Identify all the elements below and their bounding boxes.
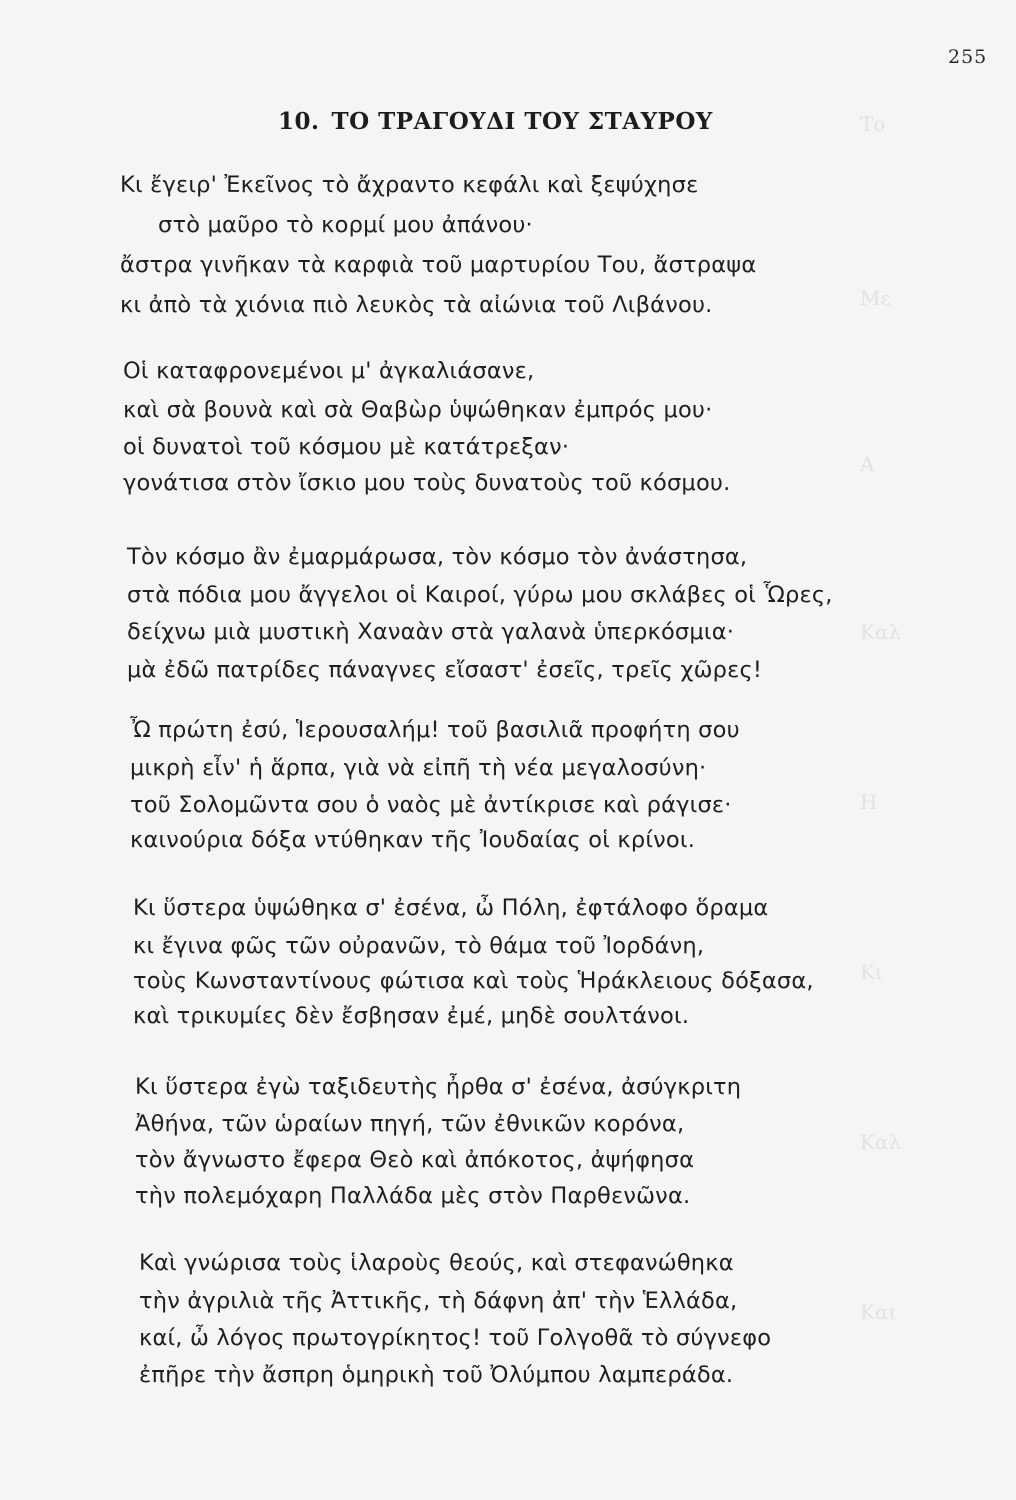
verse-line: καί, ὦ λόγος πρωτογρίκητος! τοῦ Γολγοθᾶ τὸ σύγνεφο [139,1325,772,1351]
verse-line: τὴν ἀγριλιὰ τῆς Ἀττικῆς, τὴ δάφνη ἀπ' τὴν Ἑλλάδα, [139,1288,738,1314]
page-number: 255 [948,46,988,68]
verse-line: Κι ὕστερα ὑψώθηκα σ' ἐσένα, ὦ Πόλη, ἐφτάλοφο ὅραμα [133,895,769,921]
verse-line: τοὺς Κωνσταντίνους φώτισα καὶ τοὺς Ἡράκλειους δόξασα, [133,968,814,994]
verse-line: στὰ πόδια μου ἄγγελοι οἱ Καιροί, γύρω μου σκλάβες οἱ Ὧρες, [127,582,833,608]
verse-line: ἄστρα γινῆκαν τὰ καρφιὰ τοῦ μαρτυρίου Του, ἄστραψα [120,252,757,278]
verse-line: Κι ἔγειρ' Ἐκεῖνος τὸ ἄχραντο κεφάλι καὶ ξεψύχησε [120,172,699,198]
verse-line: οἱ δυνατοὶ τοῦ κόσμου μὲ κατάτρεξαν· [123,434,570,460]
verse-line: Κι ὕστερα ἐγὼ ταξιδευτὴς ἦρθα σ' ἐσένα, ἀσύγκριτη [135,1074,742,1100]
verse-line: Ἀθήνα, τῶν ὡραίων πηγή, τῶν ἐθνικῶν κορόνα, [135,1111,685,1137]
verse-line: τὸν ἄγνωστο ἔφερα Θεὸ καὶ ἀπόκοτος, ἀψήφησα [135,1147,695,1173]
verse-line: τοῦ Σολομῶντα σου ὁ ναὸς μὲ ἀντίκρισε καὶ ράγισε· [130,792,732,818]
verse-line: ἐπῆρε τὴν ἄσπρη ὁμηρικὴ τοῦ Ὀλύμπου λαμπεράδα. [139,1362,734,1388]
poem-title [278,108,713,135]
verse-line: Τὸν κόσμο ἂν ἐμαρμάρωσα, τὸν κόσμο τὸν ἀνάστησα, [127,544,748,570]
verse-line: γονάτισα στὸν ἴσκιο μου τοὺς δυνατοὺς τοῦ κόσμου. [123,470,731,496]
verse-line: καινούρια δόξα ντύθηκαν τῆς Ἰουδαίας οἱ κρίνοι. [130,827,696,853]
verse-line: δείχνω μιὰ μυστικὴ Χαναὰν στὰ γαλανὰ ὑπερκόσμια· [127,619,735,645]
verse-line: καὶ σὰ βουνὰ καὶ σὰ Θαβὼρ ὑψώθηκαν ἐμπρός μου· [123,397,713,423]
verse-line: Καὶ γνώρισα τοὺς ἱλαροὺς θεούς, καὶ στεφανώθηκα [139,1250,734,1276]
verse-line: τὴν πολεμόχαρη Παλλάδα μὲς στὸν Παρθενῶνα. [135,1183,691,1209]
show-through-text: Το Με Α Καλ Η Κι Καλ Και [860,112,902,1324]
verse-line: στὸ μαῦρο τὸ κορμί μου ἀπάνου· [158,212,533,238]
verse-line: μὰ ἐδῶ πατρίδες πάναγνες εἴσαστ' ἐσεῖς, τρεῖς χῶρες! [127,657,763,683]
poem-title-text: ΤΟ ΤΡΑΓΟΥΔΙ ΤΟΥ ΣΤΑΥΡΟΥ [331,108,713,135]
verse-line: καὶ τρικυμίες δὲν ἔσβησαν ἐμέ, μηδὲ σουλτάνοι. [133,1003,690,1029]
verse-line: μικρὴ εἶν' ἡ ἅρπα, γιὰ νὰ εἰπῆ τὴ νέα μεγαλοσύνη· [130,755,707,781]
poem-number: 10. [278,108,320,135]
verse-line: Οἱ καταφρονεμένοι μ' ἀγκαλιάσανε, [123,358,535,384]
verse-line: Ὦ πρώτη ἐσύ, Ἱερουσαλήμ! τοῦ βασιλιᾶ προφήτη σου [130,717,740,743]
verse-line: κι ἔγινα φῶς τῶν οὐρανῶν, τὸ θάμα τοῦ Ἰορδάνη, [133,933,705,959]
verse-line: κι ἀπὸ τὰ χιόνια πιὸ λευκὸς τὰ αἰώνια τοῦ Λιβάνου. [120,292,713,318]
